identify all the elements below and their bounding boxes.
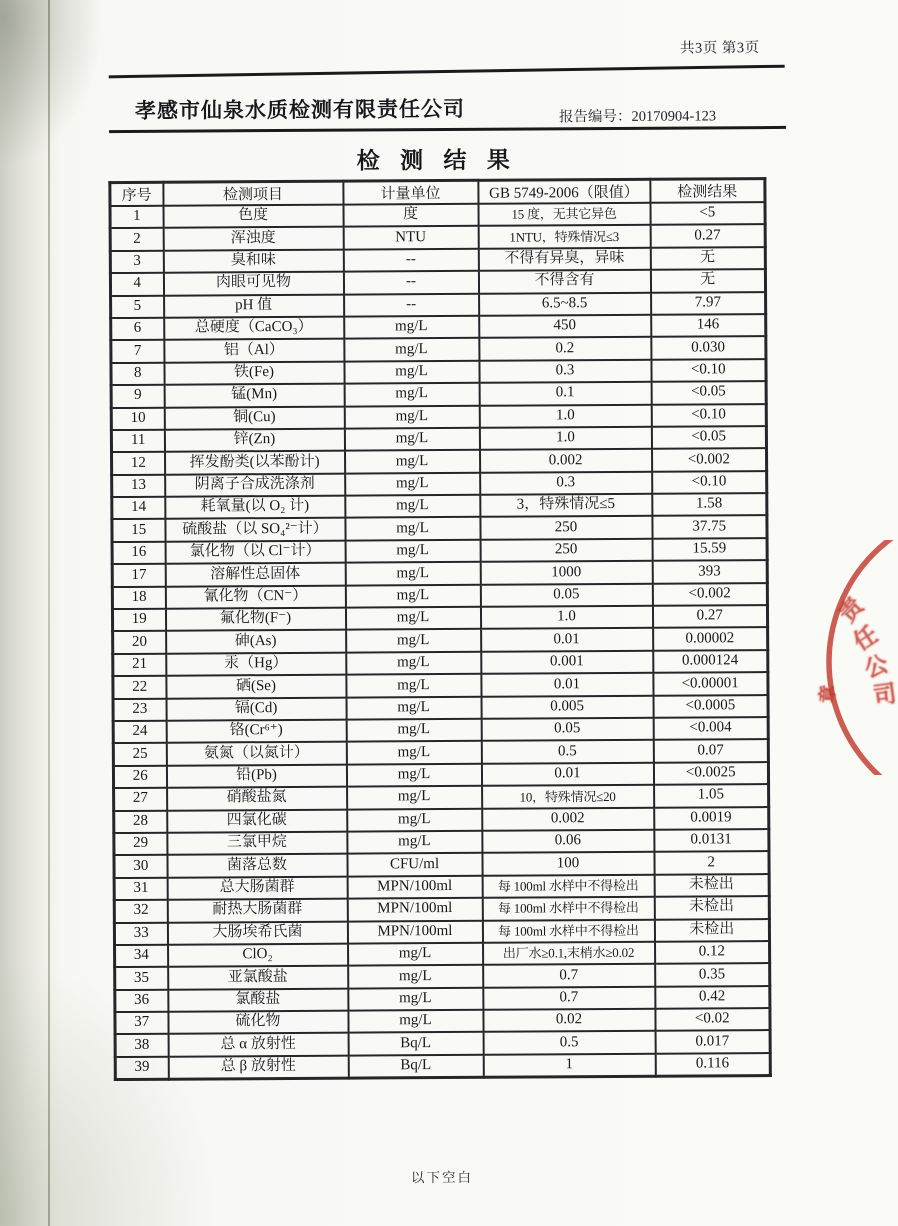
cell-seq: 14 [112, 497, 165, 520]
cell-seq: 27 [114, 788, 167, 811]
results-table-body [110, 202, 770, 1079]
cell-unit: mg/L [345, 584, 480, 607]
cell-item: 铬(Cr⁶⁺) [166, 720, 346, 743]
cell-limit: 不得有异臭，异味 [478, 248, 650, 271]
cell-result: <0.10 [652, 471, 767, 494]
cell-item: 大肠埃希氏菌 [167, 921, 347, 944]
cell-result: 15.59 [652, 538, 767, 561]
cell-result: 0.35 [655, 963, 770, 986]
cell-unit: mg/L [346, 674, 481, 697]
cell-result: 未检出 [654, 874, 769, 897]
cell-seq: 5 [111, 295, 164, 318]
cell-item: 浑浊度 [163, 227, 343, 250]
report-number-value: 20170904-123 [631, 108, 717, 125]
cell-result: <0.002 [652, 448, 767, 471]
cell-seq: 20 [113, 631, 166, 654]
cell-unit: mg/L [344, 405, 479, 428]
cell-item: ClO₂ [168, 944, 348, 967]
cell-result: 0.0019 [654, 807, 769, 830]
seal-character: 任 [848, 620, 883, 655]
cell-item: 汞（Hg） [166, 652, 346, 675]
cell-seq: 10 [111, 407, 164, 430]
cell-item: 色度 [163, 205, 343, 228]
cell-limit: 0.01 [481, 628, 653, 651]
cell-result: 0.42 [655, 986, 770, 1009]
cell-item: 硫酸盐（以 SO₄²⁻计） [165, 518, 345, 541]
cell-item: 铁(Fe) [164, 361, 344, 384]
cell-unit: 度 [343, 204, 478, 227]
cell-unit: CFU/ml [347, 853, 482, 876]
cell-seq: 3 [110, 251, 163, 274]
cell-limit: 3，特殊情况≤5 [480, 494, 652, 517]
cell-seq: 23 [113, 698, 166, 721]
cell-limit: 0.05 [480, 583, 652, 606]
cell-limit: 0.3 [479, 359, 651, 382]
cell-limit: 1.0 [480, 606, 652, 629]
cell-seq: 8 [111, 362, 164, 385]
cell-item: 铜(Cu) [164, 406, 344, 429]
cell-item: 肉眼可见物 [163, 272, 343, 295]
cell-limit: 1000 [480, 561, 652, 584]
cell-result: <0.05 [651, 381, 766, 404]
cell-unit: MPN/100ml [347, 876, 482, 899]
cell-limit: 100 [482, 852, 654, 875]
cell-item: 亚氯酸盐 [168, 966, 348, 989]
cell-seq: 26 [113, 765, 166, 788]
page-title: 检 测 结 果 [356, 146, 517, 174]
cell-limit: 0.06 [482, 830, 654, 853]
cell-result: 未检出 [654, 919, 769, 942]
cell-seq: 6 [111, 318, 164, 341]
cell-item: 三氯甲烷 [167, 832, 347, 855]
cell-unit: mg/L [348, 987, 483, 1010]
cell-result: 0.0131 [654, 829, 769, 852]
cell-item: 阴离子合成洗涤剂 [165, 473, 345, 496]
cell-result: 0.27 [650, 224, 765, 247]
cell-unit: mg/L [344, 316, 479, 339]
cell-limit: 0.02 [483, 1009, 655, 1032]
cell-result: 7.97 [651, 292, 766, 315]
cell-seq: 1 [110, 206, 163, 229]
cell-result: <0.0005 [653, 695, 768, 718]
cell-unit: mg/L [346, 719, 481, 742]
cell-seq: 39 [115, 1057, 168, 1080]
cell-unit: mg/L [346, 696, 481, 719]
seal-character: 公 [860, 649, 892, 683]
cell-result: <0.0025 [653, 762, 768, 785]
cell-unit: mg/L [348, 965, 483, 988]
cell-result: <0.05 [651, 426, 766, 449]
cell-unit: mg/L [344, 361, 479, 384]
cell-result: 0.017 [655, 1030, 770, 1053]
company-name: 孝感市仙泉水质检测有限责任公司 [134, 97, 465, 123]
table-row [115, 1053, 770, 1079]
cell-item: pH 值 [164, 294, 344, 317]
cell-unit: mg/L [345, 540, 480, 563]
cell-limit: 不得含有 [478, 270, 650, 293]
cell-seq: 9 [111, 385, 164, 408]
column-header-item: 检测项目 [163, 181, 343, 206]
cell-unit: mg/L [348, 1010, 483, 1033]
cell-item: 总 β 放射性 [168, 1055, 348, 1078]
cell-unit: mg/L [347, 786, 482, 809]
cell-unit: -- [343, 271, 478, 294]
cell-result: 0.00002 [653, 627, 768, 650]
cell-seq: 34 [115, 945, 168, 968]
cell-item: 耗氧量(以 O₂ 计) [165, 496, 345, 519]
cell-result: 1.58 [652, 493, 767, 516]
cell-item: 氯酸盐 [168, 988, 348, 1011]
cell-limit: 0.05 [481, 718, 653, 741]
cell-limit: 0.005 [481, 695, 653, 718]
cell-unit: Bq/L [348, 1055, 483, 1078]
cell-item: 砷(As) [166, 630, 346, 653]
cell-limit: 6.5~8.5 [479, 292, 651, 315]
cell-item: 硫化物 [168, 1011, 348, 1034]
results-table [108, 177, 771, 1081]
cell-limit: 0.5 [483, 1031, 655, 1054]
cell-unit: mg/L [345, 472, 480, 495]
cell-unit: mg/L [347, 808, 482, 831]
cell-limit: 0.3 [480, 471, 652, 494]
cell-limit: 450 [479, 315, 651, 338]
seal-stamp-character: 章 [817, 684, 839, 704]
cell-item: 溶解性总固体 [165, 563, 345, 586]
cell-limit: 0.001 [481, 651, 653, 674]
cell-limit: 1NTU，特殊情况≤3 [478, 225, 650, 248]
cell-limit: 每 100ml 水样中不得检出 [482, 874, 654, 897]
cell-seq: 2 [110, 228, 163, 251]
cell-result: 146 [651, 314, 766, 337]
report-number-line [559, 104, 716, 126]
cell-unit: mg/L [346, 764, 481, 787]
cell-limit: 每 100ml 水样中不得检出 [482, 897, 654, 920]
cell-limit: 1 [483, 1054, 655, 1077]
cell-limit: 0.7 [483, 986, 655, 1009]
cell-item: 镉(Cd) [166, 697, 346, 720]
cell-limit: 250 [480, 516, 652, 539]
cell-unit: mg/L [346, 629, 481, 652]
cell-limit: 0.7 [483, 964, 655, 987]
cell-limit: 每 100ml 水样中不得检出 [482, 919, 654, 942]
cell-limit: 1.0 [479, 427, 651, 450]
cell-item: 氨氮（以氮计） [166, 742, 346, 765]
cell-result: 0.27 [652, 605, 767, 628]
column-header-unit: 计量单位 [343, 180, 478, 204]
cell-unit: Bq/L [348, 1032, 483, 1055]
cell-limit: 250 [480, 539, 652, 562]
cell-item: 总硬度（CaCO₃） [164, 317, 344, 340]
seal-character: 责 [833, 592, 868, 627]
cell-unit: mg/L [344, 428, 479, 451]
cell-result: <0.00001 [653, 672, 768, 695]
cell-seq: 7 [111, 340, 164, 363]
cell-seq: 12 [112, 452, 165, 475]
cell-item: 耐热大肠菌群 [167, 899, 347, 922]
cell-limit: 0.01 [481, 673, 653, 696]
cell-limit: 0.01 [481, 763, 653, 786]
cell-result: 无 [650, 247, 765, 270]
cell-item: 铝（Al） [164, 339, 344, 362]
column-header-seq: 序号 [110, 182, 163, 206]
cell-seq: 11 [111, 430, 164, 453]
cell-item: 氯化物（以 Cl⁻计） [165, 540, 345, 563]
cell-unit: MPN/100ml [347, 898, 482, 921]
cell-result: <0.02 [655, 1008, 770, 1031]
cell-result: 37.75 [652, 516, 767, 539]
cell-unit: mg/L [345, 607, 480, 630]
header-rule [109, 126, 786, 133]
cell-item: 挥发酚类(以苯酚计) [165, 451, 345, 474]
cell-limit: 0.5 [481, 740, 653, 763]
cell-unit: mg/L [345, 450, 480, 473]
cell-result: 0.12 [655, 941, 770, 964]
cell-result: 2 [654, 851, 769, 874]
cell-unit: -- [344, 293, 479, 316]
cell-item: 总 α 放射性 [168, 1033, 348, 1056]
cell-unit: mg/L [346, 741, 481, 764]
cell-limit: 10，特殊情况≤20 [482, 785, 654, 808]
cell-result: 0.07 [653, 739, 768, 762]
cell-limit: 0.1 [479, 382, 651, 405]
cell-limit: 0.2 [479, 337, 651, 360]
footer-note: 以下空白 [410, 1169, 473, 1186]
cell-unit: mg/L [345, 562, 480, 585]
page-indicator: 共3页 第3页 [679, 40, 760, 57]
cell-result: 0.000124 [653, 650, 768, 673]
report-number-label: 报告编号： [558, 108, 632, 126]
column-header-limit: GB 5749-2006（限值） [478, 179, 650, 204]
cell-item: 锌(Zn) [164, 429, 344, 452]
cell-seq: 18 [112, 586, 165, 609]
cell-result: <0.10 [651, 404, 766, 427]
cell-unit: mg/L [345, 517, 480, 540]
cell-item: 菌落总数 [167, 854, 347, 877]
cell-seq: 24 [113, 721, 166, 744]
cell-seq: 25 [113, 743, 166, 766]
cell-item: 总大肠菌群 [167, 876, 347, 899]
cell-result: <5 [650, 202, 765, 225]
cell-limit: 1.0 [479, 404, 651, 427]
cell-result: <0.10 [651, 359, 766, 382]
cell-seq: 13 [112, 474, 165, 497]
cell-seq: 21 [113, 654, 166, 677]
cell-seq: 16 [112, 542, 165, 565]
cell-result: 0.030 [651, 336, 766, 359]
cell-item: 硒(Se) [166, 675, 346, 698]
cell-result: 未检出 [654, 896, 769, 919]
cell-limit: 出厂水≥0.1,末梢水≥0.02 [483, 942, 655, 965]
cell-seq: 36 [115, 989, 168, 1012]
cell-limit: 15 度，无其它异色 [478, 203, 650, 226]
cell-seq: 31 [114, 877, 167, 900]
cell-limit: 0.002 [482, 807, 654, 830]
cell-seq: 38 [115, 1034, 168, 1057]
cell-seq: 32 [114, 900, 167, 923]
top-rule [109, 65, 785, 79]
cell-unit: mg/L [348, 943, 483, 966]
cell-result: <0.004 [653, 717, 768, 740]
cell-seq: 29 [114, 833, 167, 856]
cell-result: 0.116 [655, 1053, 770, 1076]
cell-unit: mg/L [346, 652, 481, 675]
cell-unit: mg/L [344, 383, 479, 406]
cell-result: 1.05 [654, 784, 769, 807]
cell-seq: 19 [112, 609, 165, 632]
cell-unit: -- [343, 249, 478, 272]
column-header-result: 检测结果 [650, 179, 765, 203]
cell-item: 四氯化碳 [167, 809, 347, 832]
cell-unit: NTU [343, 226, 478, 249]
cell-seq: 33 [114, 922, 167, 945]
cell-item: 臭和味 [163, 249, 343, 272]
cell-unit: MPN/100ml [347, 920, 482, 943]
cell-item: 氰化物（CN⁻） [165, 585, 345, 608]
cell-item: 锰(Mn) [164, 384, 344, 407]
cell-unit: mg/L [347, 831, 482, 854]
cell-seq: 30 [114, 855, 167, 878]
cell-limit: 0.002 [480, 449, 652, 472]
cell-result: 393 [652, 560, 767, 583]
cell-seq: 22 [113, 676, 166, 699]
cell-item: 硝酸盐氮 [167, 787, 347, 810]
seal-character: 司 [871, 679, 898, 709]
cell-unit: mg/L [345, 495, 480, 518]
cell-result: 无 [650, 269, 765, 292]
cell-item: 铅(Pb) [166, 764, 346, 787]
cell-seq: 4 [110, 273, 163, 296]
cell-seq: 17 [112, 564, 165, 587]
cell-seq: 15 [112, 519, 165, 542]
cell-seq: 28 [114, 810, 167, 833]
cell-unit: mg/L [344, 338, 479, 361]
cell-seq: 37 [115, 1012, 168, 1035]
cell-item: 氟化物(F⁻) [165, 608, 345, 631]
cell-seq: 35 [115, 967, 168, 990]
cell-result: <0.002 [652, 583, 767, 606]
